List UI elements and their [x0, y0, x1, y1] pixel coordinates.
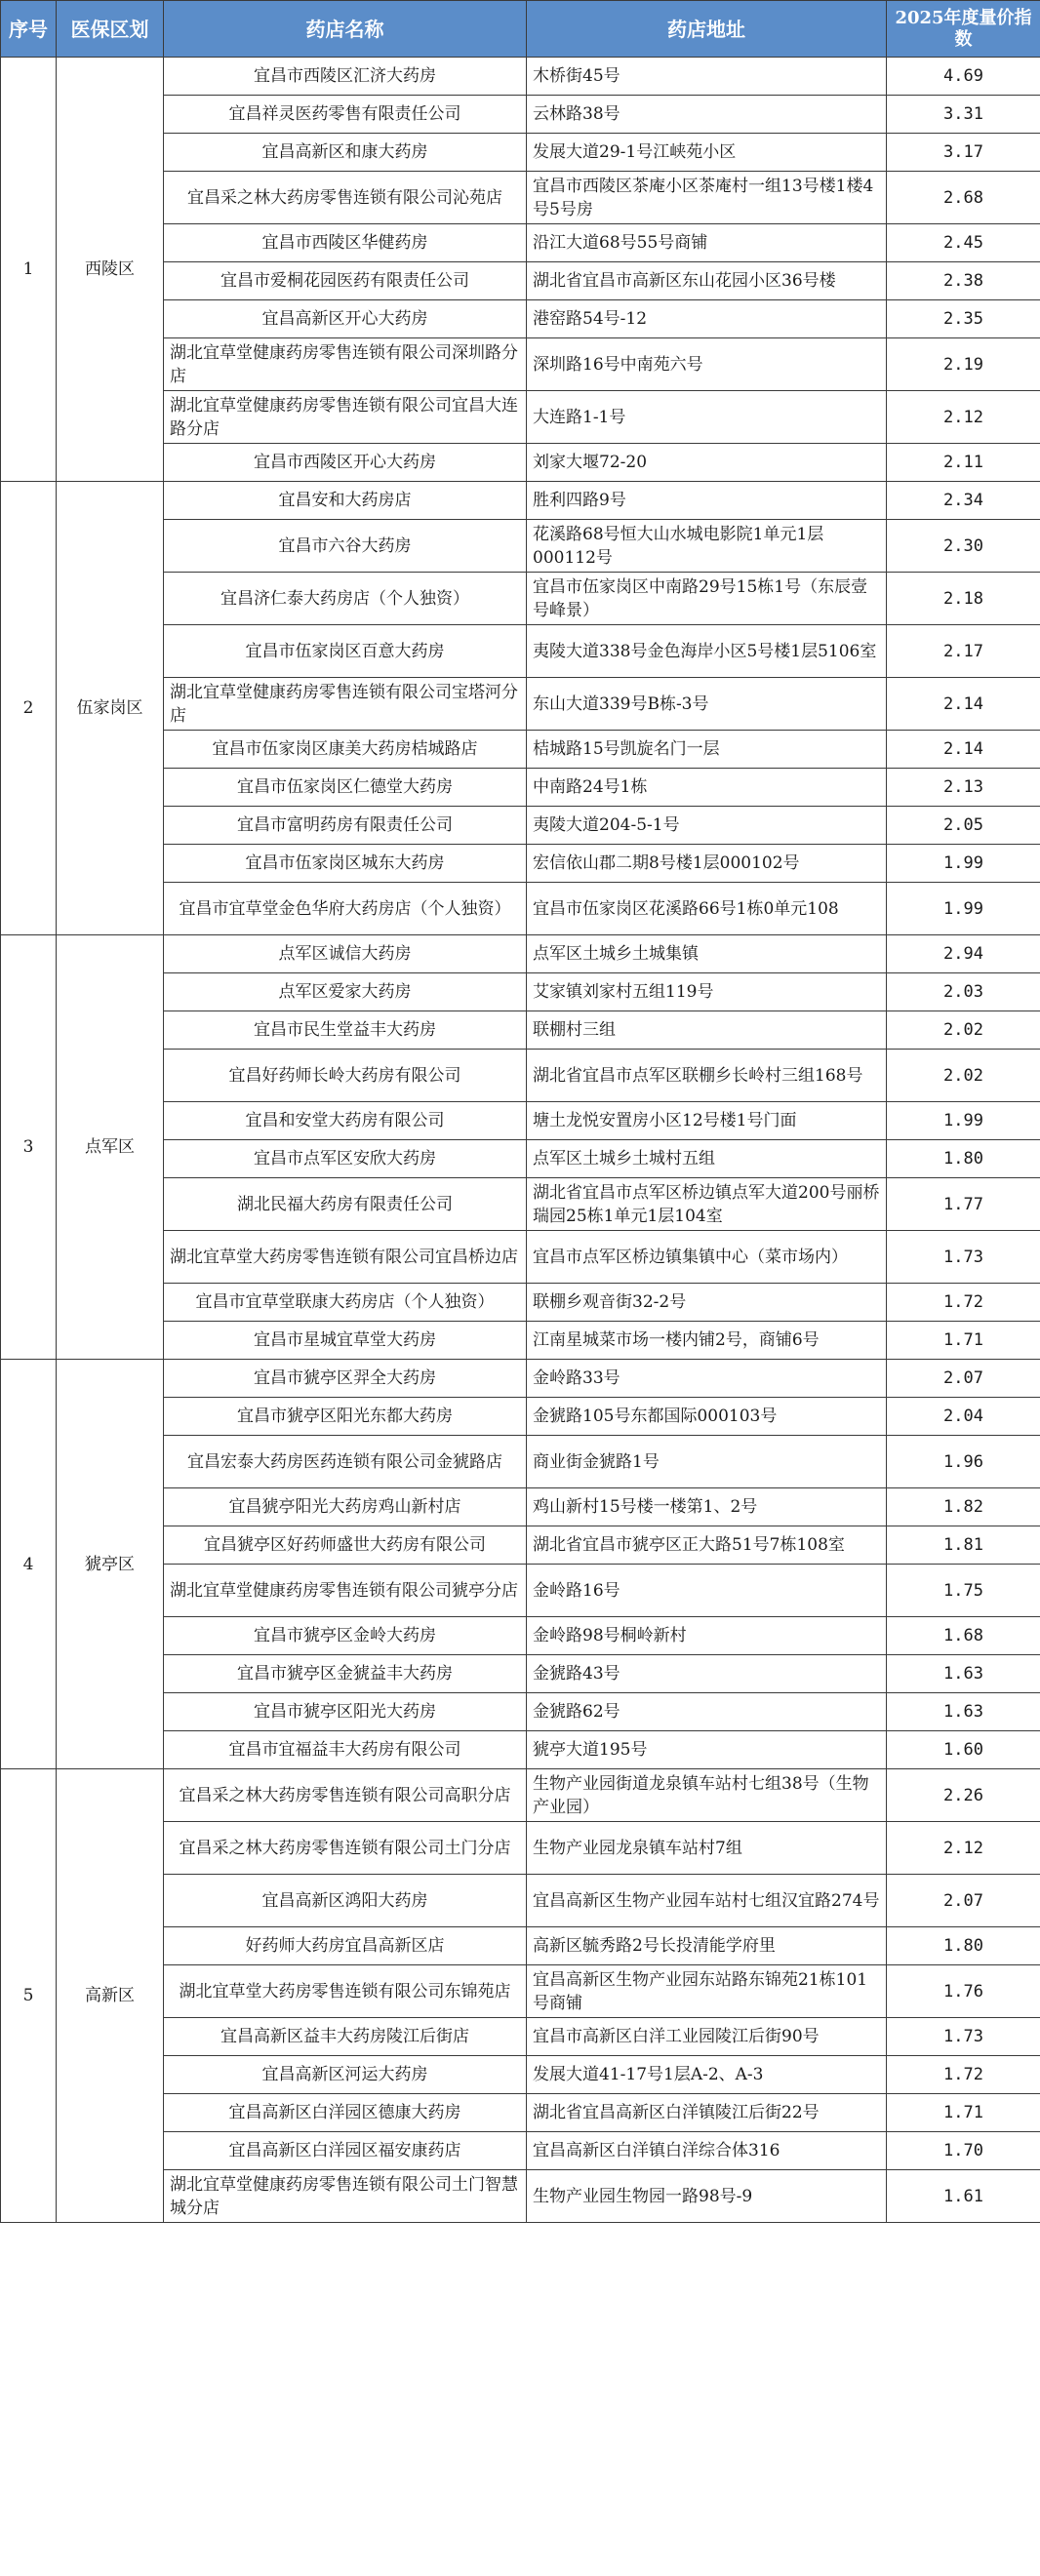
pharmacy-address: 点军区土城乡土城集镇: [527, 935, 887, 973]
price-index-value: 1.99: [887, 845, 1040, 883]
price-index-value: 1.76: [887, 1965, 1040, 2018]
pharmacy-name: 宜昌采之林大药房零售连锁有限公司沁苑店: [164, 172, 527, 224]
pharmacy-name: 宜昌高新区白洋园区福安康药店: [164, 2132, 527, 2170]
pharmacy-address: 宜昌高新区白洋镇白洋综合体316: [527, 2132, 887, 2170]
pharmacy-name: 宜昌市宜福益丰大药房有限公司: [164, 1731, 527, 1769]
table-row: [1, 935, 1040, 973]
price-index-value: 2.14: [887, 678, 1040, 731]
price-index-value: 1.63: [887, 1693, 1040, 1731]
pharmacy-name: 宜昌猇亭阳光大药房鸡山新村店: [164, 1488, 527, 1526]
table-body: [1, 58, 1040, 2223]
pharmacy-address: 宜昌市点军区桥边镇集镇中心（菜市场内）: [527, 1231, 887, 1284]
pharmacy-name: 宜昌猇亭区好药师盛世大药房有限公司: [164, 1526, 527, 1565]
pharmacy-name: 宜昌市西陵区汇济大药房: [164, 58, 527, 96]
price-index-value: 2.04: [887, 1398, 1040, 1436]
pharmacy-address: 宜昌高新区生物产业园东站路东锦苑21栋101号商铺: [527, 1965, 887, 2018]
price-index-value: 2.05: [887, 807, 1040, 845]
table-row: [1, 1360, 1040, 1398]
pharmacy-address: 生物产业园生物园一路98号-9: [527, 2170, 887, 2223]
pharmacy-name: 宜昌高新区白洋园区德康大药房: [164, 2094, 527, 2132]
pharmacy-address: 湖北省宜昌市点军区桥边镇点军大道200号丽桥瑞园25栋1单元1层104室: [527, 1178, 887, 1231]
pharmacy-name: 点军区爱家大药房: [164, 973, 527, 1011]
price-index-value: 2.17: [887, 625, 1040, 678]
price-index-value: 2.35: [887, 300, 1040, 338]
price-index-value: 3.31: [887, 96, 1040, 134]
pharmacy-name: 宜昌市猇亭区阳光大药房: [164, 1693, 527, 1731]
pharmacy-address: 发展大道29-1号江峡苑小区: [527, 134, 887, 172]
price-index-value: 1.63: [887, 1655, 1040, 1693]
pharmacy-address: 金岭路98号桐岭新村: [527, 1617, 887, 1655]
price-index-value: 1.77: [887, 1178, 1040, 1231]
pharmacy-address: 夷陵大道204-5-1号: [527, 807, 887, 845]
pharmacy-name: 宜昌市宜草堂金色华府大药房店（个人独资）: [164, 883, 527, 935]
pharmacy-address: 金猇路62号: [527, 1693, 887, 1731]
group-district: 高新区: [57, 1769, 164, 2223]
pharmacy-address: 桔城路15号凯旋名门一层: [527, 731, 887, 769]
pharmacy-address: 湖北省宜昌市点军区联棚乡长岭村三组168号: [527, 1050, 887, 1102]
price-index-value: 1.99: [887, 883, 1040, 935]
pharmacy-name: 湖北宜草堂健康药房零售连锁有限公司宜昌大连路分店: [164, 391, 527, 444]
pharmacy-address: 东山大道339号B栋-3号: [527, 678, 887, 731]
pharmacy-address: 金猇路43号: [527, 1655, 887, 1693]
price-index-value: 1.80: [887, 1140, 1040, 1178]
price-index-value: 1.72: [887, 2056, 1040, 2094]
price-index-value: 1.80: [887, 1927, 1040, 1965]
price-index-value: 1.72: [887, 1284, 1040, 1322]
pharmacy-address: 宜昌高新区生物产业园车站村七组汉宜路274号: [527, 1875, 887, 1927]
pharmacy-address: 金猇路105号东都国际000103号: [527, 1398, 887, 1436]
price-index-value: 1.81: [887, 1526, 1040, 1565]
pharmacy-name: 宜昌采之林大药房零售连锁有限公司高职分店: [164, 1769, 527, 1822]
pharmacy-name: 宜昌高新区河运大药房: [164, 2056, 527, 2094]
pharmacy-address: 宜昌市伍家岗区花溪路66号1栋0单元108: [527, 883, 887, 935]
price-index-value: 2.02: [887, 1011, 1040, 1050]
pharmacy-address: 艾家镇刘家村五组119号: [527, 973, 887, 1011]
pharmacy-name: 宜昌市伍家岗区康美大药房桔城路店: [164, 731, 527, 769]
pharmacy-name: 宜昌市伍家岗区百意大药房: [164, 625, 527, 678]
pharmacy-address: 胜利四路9号: [527, 482, 887, 520]
price-index-value: 2.94: [887, 935, 1040, 973]
price-index-value: 2.34: [887, 482, 1040, 520]
pharmacy-name: 宜昌祥灵医药零售有限责任公司: [164, 96, 527, 134]
price-index-value: 1.70: [887, 2132, 1040, 2170]
price-index-value: 1.73: [887, 2018, 1040, 2056]
price-index-value: 2.07: [887, 1360, 1040, 1398]
group-seq: 3: [1, 935, 57, 1360]
price-index-value: 2.07: [887, 1875, 1040, 1927]
pharmacy-address: 发展大道41-17号1层A-2、A-3: [527, 2056, 887, 2094]
price-index-value: 2.19: [887, 338, 1040, 391]
price-index-value: 1.73: [887, 1231, 1040, 1284]
pharmacy-name: 宜昌市宜草堂联康大药房店（个人独资）: [164, 1284, 527, 1322]
price-index-value: 2.11: [887, 444, 1040, 482]
pharmacy-address: 宜昌市伍家岗区中南路29号15栋1号（东辰壹号峰景）: [527, 573, 887, 625]
pharmacy-name: 宜昌高新区益丰大药房陵江后街店: [164, 2018, 527, 2056]
pharmacy-name: 宜昌安和大药房店: [164, 482, 527, 520]
pharmacy-name: 宜昌宏泰大药房医药连锁有限公司金猇路店: [164, 1436, 527, 1488]
pharmacy-address: 中南路24号1栋: [527, 769, 887, 807]
pharmacy-address: 宏信依山郡二期8号楼1层000102号: [527, 845, 887, 883]
pharmacy-name: 湖北宜草堂大药房零售连锁有限公司宜昌桥边店: [164, 1231, 527, 1284]
table-row: [1, 1769, 1040, 1822]
pharmacy-name: 宜昌市猇亭区羿全大药房: [164, 1360, 527, 1398]
pharmacy-name: 宜昌市民生堂益丰大药房: [164, 1011, 527, 1050]
price-index-value: 4.69: [887, 58, 1040, 96]
pharmacy-name: 宜昌市西陵区华健药房: [164, 224, 527, 262]
pharmacy-address: 木桥街45号: [527, 58, 887, 96]
pharmacy-name: 宜昌市伍家岗区仁德堂大药房: [164, 769, 527, 807]
pharmacy-address: 联棚乡观音街32-2号: [527, 1284, 887, 1322]
pharmacy-name: 宜昌市猇亭区金岭大药房: [164, 1617, 527, 1655]
pharmacy-name: 宜昌市富明药房有限责任公司: [164, 807, 527, 845]
price-index-value: 1.75: [887, 1565, 1040, 1617]
pharmacy-address: 高新区毓秀路2号长投清能学府里: [527, 1927, 887, 1965]
pharmacy-name: 宜昌好药师长岭大药房有限公司: [164, 1050, 527, 1102]
pharmacy-address: 塘土龙悦安置房小区12号楼1号门面: [527, 1102, 887, 1140]
pharmacy-name: 湖北宜草堂健康药房零售连锁有限公司土门智慧城分店: [164, 2170, 527, 2223]
pharmacy-address: 深圳路16号中南苑六号: [527, 338, 887, 391]
pharmacy-name: 湖北民福大药房有限责任公司: [164, 1178, 527, 1231]
price-index-value: 1.99: [887, 1102, 1040, 1140]
pharmacy-name: 宜昌市猇亭区金猇益丰大药房: [164, 1655, 527, 1693]
pharmacy-name: 点军区诚信大药房: [164, 935, 527, 973]
price-index-value: 2.68: [887, 172, 1040, 224]
pharmacy-address: 金岭路33号: [527, 1360, 887, 1398]
pharmacy-address: 湖北省宜昌市高新区东山花园小区36号楼: [527, 262, 887, 300]
price-index-value: 1.82: [887, 1488, 1040, 1526]
pharmacy-name: 湖北宜草堂健康药房零售连锁有限公司深圳路分店: [164, 338, 527, 391]
pharmacy-address: 湖北省宜昌市猇亭区正大路51号7栋108室: [527, 1526, 887, 1565]
price-index-value: 2.26: [887, 1769, 1040, 1822]
group-district: 西陵区: [57, 58, 164, 482]
table-row: [1, 482, 1040, 520]
pharmacy-name: 宜昌市六谷大药房: [164, 520, 527, 573]
pharmacy-name: 宜昌市猇亭区阳光东都大药房: [164, 1398, 527, 1436]
pharmacy-address: 湖北省宜昌高新区白洋镇陵江后街22号: [527, 2094, 887, 2132]
pharmacy-address: 江南星城菜市场一楼内铺2号，商铺6号: [527, 1322, 887, 1360]
pharmacy-address: 港窑路54号-12: [527, 300, 887, 338]
group-district: 点军区: [57, 935, 164, 1360]
pharmacy-name: 宜昌市点军区安欣大药房: [164, 1140, 527, 1178]
pharmacy-address: 刘家大堰72-20: [527, 444, 887, 482]
header-name: 药店名称: [164, 1, 527, 58]
group-seq: 5: [1, 1769, 57, 2223]
price-index-value: 2.18: [887, 573, 1040, 625]
pharmacy-address: 宜昌市西陵区茶庵小区茶庵村一组13号楼1楼4号5号房: [527, 172, 887, 224]
price-index-value: 2.13: [887, 769, 1040, 807]
price-index-value: 1.96: [887, 1436, 1040, 1488]
pharmacy-name: 湖北宜草堂健康药房零售连锁有限公司猇亭分店: [164, 1565, 527, 1617]
group-seq: 1: [1, 58, 57, 482]
group-district: 伍家岗区: [57, 482, 164, 935]
price-index-value: 1.71: [887, 1322, 1040, 1360]
price-index-value: 2.14: [887, 731, 1040, 769]
header-row: [1, 1, 1040, 58]
pharmacy-address: 鸡山新村15号楼一楼第1、2号: [527, 1488, 887, 1526]
pharmacy-address: 宜昌市高新区白洋工业园陵江后街90号: [527, 2018, 887, 2056]
price-index-value: 2.45: [887, 224, 1040, 262]
pharmacy-name: 宜昌济仁泰大药房店（个人独资）: [164, 573, 527, 625]
price-index-value: 2.30: [887, 520, 1040, 573]
pharmacy-address: 联棚村三组: [527, 1011, 887, 1050]
price-index-value: 2.38: [887, 262, 1040, 300]
header-district: 医保区划: [57, 1, 164, 58]
pharmacy-name: 宜昌高新区和康大药房: [164, 134, 527, 172]
price-index-value: 1.68: [887, 1617, 1040, 1655]
group-district: 猇亭区: [57, 1360, 164, 1769]
pharmacy-name: 宜昌市爱桐花园医药有限责任公司: [164, 262, 527, 300]
pharmacy-address: 生物产业园龙泉镇车站村7组: [527, 1822, 887, 1875]
price-index-value: 1.61: [887, 2170, 1040, 2223]
pharmacy-address: 金岭路16号: [527, 1565, 887, 1617]
pharmacy-name: 湖北宜草堂健康药房零售连锁有限公司宝塔河分店: [164, 678, 527, 731]
pharmacy-address: 大连路1-1号: [527, 391, 887, 444]
pharmacy-address: 猇亭大道195号: [527, 1731, 887, 1769]
price-index-value: 1.60: [887, 1731, 1040, 1769]
pharmacy-name: 宜昌市星城宜草堂大药房: [164, 1322, 527, 1360]
pharmacy-name: 宜昌市西陵区开心大药房: [164, 444, 527, 482]
price-index-value: 2.03: [887, 973, 1040, 1011]
pharmacy-address: 云林路38号: [527, 96, 887, 134]
pharmacy-address: 点军区土城乡土城村五组: [527, 1140, 887, 1178]
group-seq: 4: [1, 1360, 57, 1769]
pharmacy-name: 宜昌高新区鸿阳大药房: [164, 1875, 527, 1927]
header-index: 2025年度量价指数: [887, 1, 1040, 58]
pharmacy-address: 生物产业园街道龙泉镇车站村七组38号（生物产业园）: [527, 1769, 887, 1822]
pharmacy-address: 沿江大道68号55号商铺: [527, 224, 887, 262]
price-index-value: 2.12: [887, 1822, 1040, 1875]
pharmacy-name: 宜昌高新区开心大药房: [164, 300, 527, 338]
price-index-value: 2.02: [887, 1050, 1040, 1102]
price-index-value: 1.71: [887, 2094, 1040, 2132]
table-row: [1, 58, 1040, 96]
pharmacy-address: 夷陵大道338号金色海岸小区5号楼1层5106室: [527, 625, 887, 678]
header-address: 药店地址: [527, 1, 887, 58]
price-index-value: 3.17: [887, 134, 1040, 172]
pharmacy-address: 花溪路68号恒大山水城电影院1单元1层000112号: [527, 520, 887, 573]
pharmacy-name: 好药师大药房宜昌高新区店: [164, 1927, 527, 1965]
pharmacy-address: 商业街金猇路1号: [527, 1436, 887, 1488]
pharmacy-name: 宜昌和安堂大药房有限公司: [164, 1102, 527, 1140]
header-seq: 序号: [1, 1, 57, 58]
pharmacy-name: 湖北宜草堂大药房零售连锁有限公司东锦苑店: [164, 1965, 527, 2018]
price-index-value: 2.12: [887, 391, 1040, 444]
pharmacy-name: 宜昌采之林大药房零售连锁有限公司土门分店: [164, 1822, 527, 1875]
pharmacy-name: 宜昌市伍家岗区城东大药房: [164, 845, 527, 883]
group-seq: 2: [1, 482, 57, 935]
